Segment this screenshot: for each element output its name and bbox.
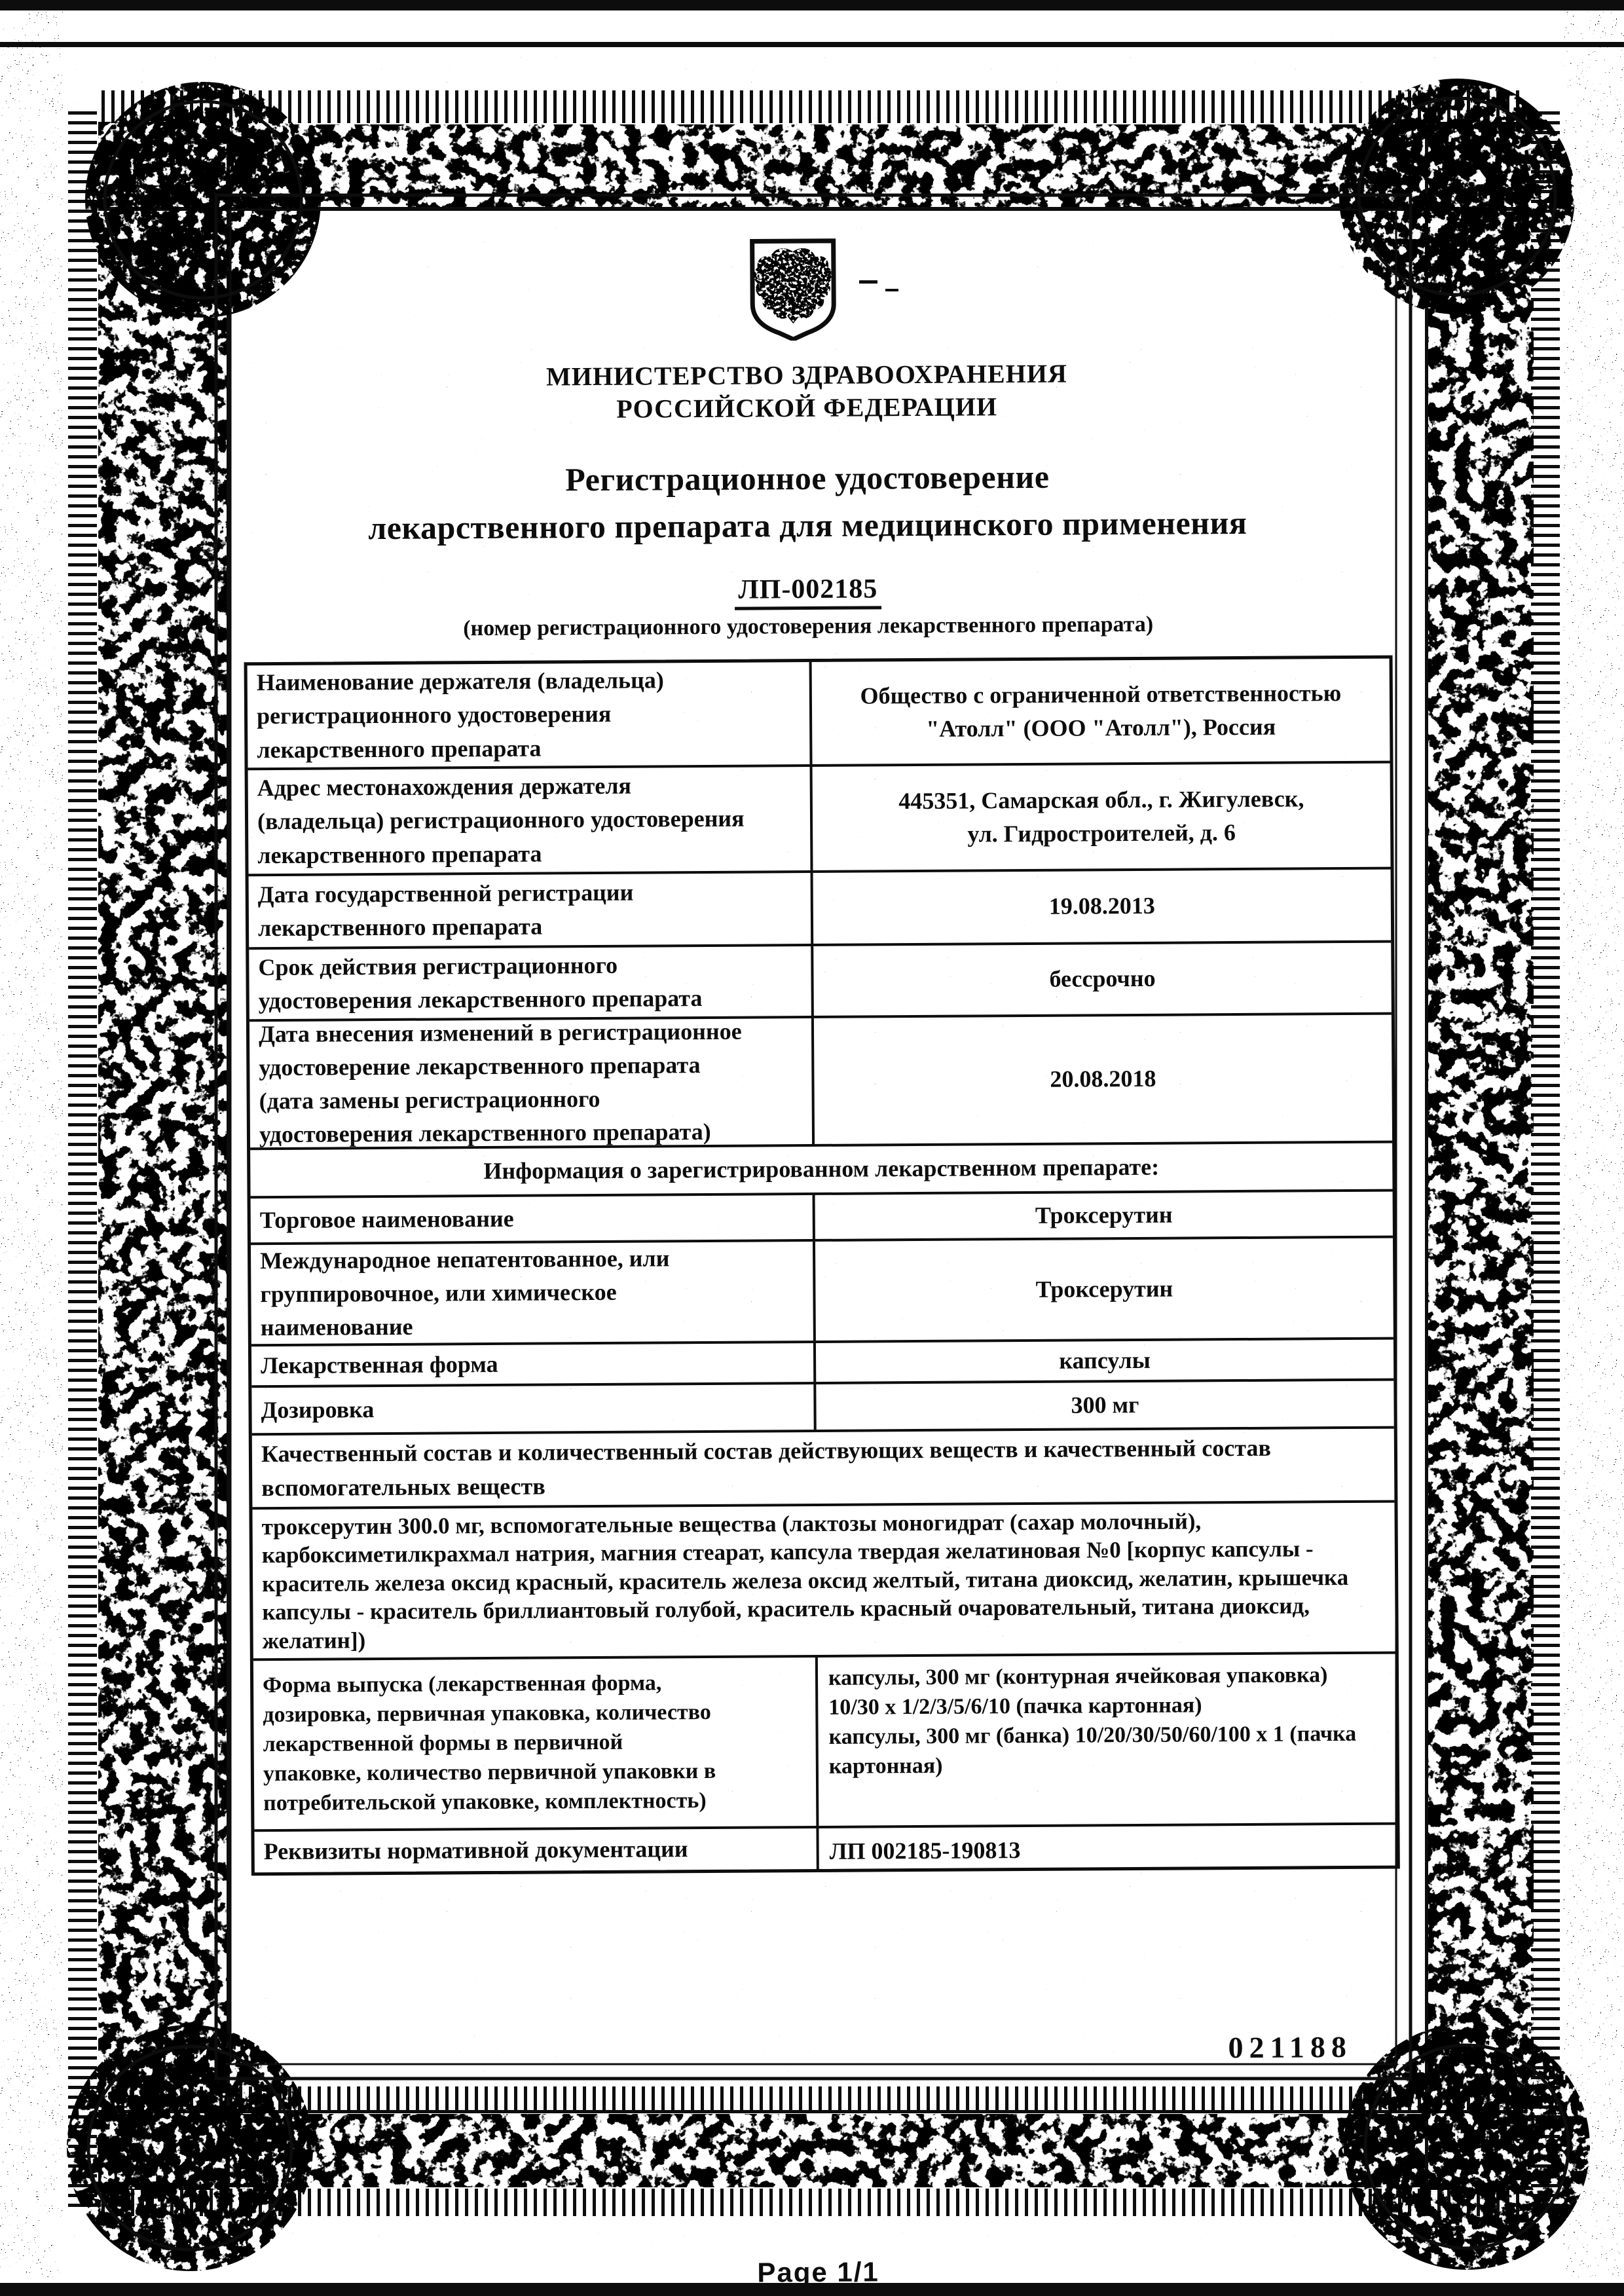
registration-number: ЛП-002185 (734, 573, 881, 610)
table-row-registration-date (249, 870, 1392, 950)
double-headed-eagle-crest-icon (747, 237, 840, 341)
table-row-trade-name (251, 1192, 1393, 1246)
table-row-dose (251, 1381, 1393, 1436)
table-row-release-form (253, 1654, 1397, 1832)
blank-serial-number: 021188 (1228, 2029, 1353, 2065)
composition-paragraph: троксерутин 300.0 мг, вспомогательные вещества (лактозы моногидрат (сахар молочный), карбоксиметилкрахмал натрия, магния стеарат, капсула твердая желатиновая №0 [корпус капсулы - краситель железа оксид красный, краситель железа оксид желтый, титана диоксид, желатин, крышечка капсулы - краситель бриллиантовый голубой, краситель красный очаровательный, титана диоксид, желатин]) (261, 1508, 1349, 1654)
row-value: 19.08.2013 (1048, 893, 1155, 920)
row-value: капсулы (1059, 1346, 1151, 1374)
table-row-inn-name (251, 1238, 1393, 1347)
row-value: Общество с ограниченной ответственностью "Атолл" (ООО "Атолл"), Россия (860, 679, 1342, 742)
document-title: Регистрационное удостоверение лекарственного препарата для медицинского применения (368, 458, 1247, 547)
row-value: 300 мг (1071, 1391, 1139, 1418)
table-row-validity (249, 943, 1392, 1022)
table-row-dosage-form (251, 1340, 1393, 1388)
row-value: бессрочно (1049, 965, 1156, 993)
row-label: Дата внесения изменений в регистрационное удостоверение лекарственного препарата (дата замены регистрационного удостоверения лекарственного препарата) (249, 1018, 815, 1147)
row-value: ЛП 002185-190813 (829, 1837, 1021, 1864)
row-label: Форма выпуска (лекарственная форма, дозировка, первичная упаковка, количество лекарственной формы в первичной упаковке, количество первичной упаковки в потребительской упаковке, комплектность) (253, 1657, 819, 1829)
table-row-composition-text (252, 1503, 1395, 1661)
coat-of-arms-emblem (747, 237, 840, 341)
row-value: Троксерутин (1035, 1275, 1173, 1303)
ministry-heading: МИНИСТЕРСТВО ЗДРАВООХРАНЕНИЯ РОССИЙСКОЙ ФЕДЕРАЦИИ (545, 358, 1067, 424)
row-label: Срок действия регистрационного удостоверения лекарственного препарата (249, 946, 814, 1019)
row-label: Торговое наименование (251, 1195, 815, 1242)
row-label: Реквизиты нормативной документации (254, 1828, 819, 1872)
row-label: Международное непатентованное, или группировочное, или химическое наименование (251, 1242, 816, 1344)
table-row-composition-header (252, 1429, 1395, 1510)
row-label: Адрес местонахождения держателя (владельца) регистрационного удостоверения лекарственного препарата (248, 767, 813, 874)
row-label: Дозировка (251, 1384, 816, 1433)
row-value: 445351, Самарская обл., г. Жигулевск, ул. Гидростроителей, д. 6 (898, 785, 1304, 847)
page-indicator: Page 1/1 (757, 2256, 879, 2288)
table-row-holder-address (248, 764, 1391, 877)
table-row-info-header (250, 1143, 1392, 1199)
section-header: Качественный состав и количественный состав действующих веществ и качественный состав вспомогательных веществ (261, 1435, 1271, 1501)
section-header: Информация о зарегистрированном лекарственном препарате: (483, 1154, 1160, 1185)
table-row-amendment-date (249, 1015, 1392, 1151)
certificate-table (244, 656, 1400, 1876)
row-value: Троксерутин (1035, 1201, 1173, 1229)
row-label: Наименование держателя (владельца) регистрационного удостоверения лекарственного препарата (248, 662, 813, 768)
table-row-normative-docs (254, 1825, 1396, 1873)
row-value: 20.08.2018 (1050, 1065, 1156, 1093)
row-label: Лекарственная форма (251, 1343, 816, 1385)
row-label: Дата государственной регистрации лекарственного препарата (249, 873, 814, 947)
row-value: капсулы, 300 мг (контурная ячейковая упаковка) 10/30 х 1/2/3/5/6/10 (пачка картонная) капсулы, 300 мг (банка) 10/20/30/50/60/100 х 1 (пачка картонная) (828, 1663, 1357, 1779)
registration-number-wrap (0, 568, 1620, 614)
registration-number-caption: (номер регистрационного удостоверения лекарственного препарата) (463, 612, 1154, 641)
table-row-holder-name (248, 659, 1390, 771)
